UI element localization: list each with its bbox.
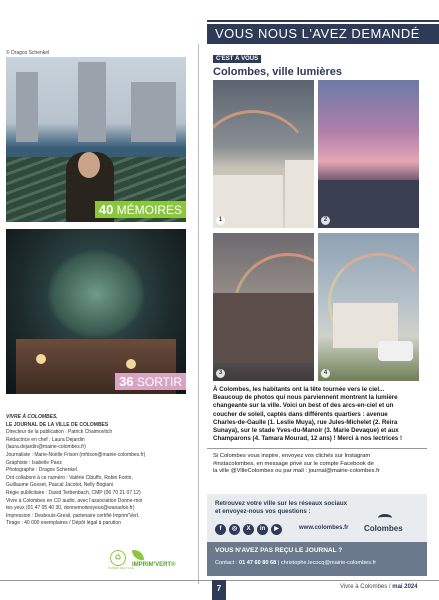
stadium-shape — [213, 293, 314, 363]
colombes-logo: Colombes — [364, 524, 403, 533]
facebook-icon[interactable]: f — [215, 524, 226, 535]
body-line: Charles-de-Gaulle (1. Leslie Muya), rue Jules-Michelet (2. Reira — [213, 418, 398, 426]
instagram-icon[interactable]: ◎ — [229, 524, 240, 535]
stage-light — [36, 354, 46, 364]
photo-number: 3 — [216, 369, 225, 378]
building-shape — [285, 160, 314, 228]
photo-4[interactable] — [318, 233, 419, 381]
colombes-logo-icon — [378, 514, 392, 522]
person-head — [78, 152, 100, 178]
issue-date: mai 2024 — [392, 584, 418, 590]
insta-line: la ville @VilleColombes ou par mail : journal@mairie-colombes.fr — [213, 468, 380, 475]
photo-2[interactable] — [318, 80, 419, 228]
sortir-page-num: 36 — [119, 374, 134, 389]
section-divider — [207, 448, 427, 449]
contact-label: Contact : — [215, 560, 238, 566]
body-line: changeante sur la ville. Voici un best of des arcs-en-ciel et un — [213, 402, 394, 410]
body-line: coucher de soleil, captés dans différents quartiers : avenue — [213, 410, 388, 418]
colophon-line: Régie publicitaire : David Terbenbach, CMP (06 70 21 07 12) — [6, 489, 141, 496]
memoires-label[interactable] — [95, 201, 186, 218]
stage-tree — [46, 249, 146, 339]
photo-number: 4 — [321, 369, 330, 378]
youtube-icon[interactable]: ▶ — [271, 524, 282, 535]
contact-email[interactable]: | christophe.lecocq@mairie-colombes.fr — [277, 560, 377, 566]
x-icon[interactable]: X — [243, 524, 254, 535]
column-divider — [198, 44, 199, 584]
body-line: À Colombes, les habitants ont la tête tournée vers le ciel... — [213, 386, 385, 393]
section-kicker: C'EST À VOUS — [213, 55, 261, 63]
colophon-line: tes yeux (01 47 05 40 30, donnemoitesyeux@wanadoo.fr) — [6, 505, 135, 512]
colophon-line: Journaliste : Marie-Noëlle Frison (mfrison@mairie-colombes.fr) — [6, 451, 146, 458]
photo-1[interactable] — [213, 80, 314, 228]
article-title: Colombes, ville lumières — [213, 66, 342, 78]
colophon-line: Tirage : 40 000 exemplaires / Dépôt légal à parution — [6, 520, 121, 527]
journal-box — [207, 542, 427, 576]
social-icons — [215, 524, 282, 535]
colophon-subtitle: LE JOURNAL DE LA VILLE DE COLOMBES — [6, 421, 109, 428]
section-header — [207, 24, 439, 44]
sortir-text: SORTIR — [136, 375, 182, 389]
insta-line: #instacolombes, en message privé sur le compte Facebook de — [213, 460, 374, 467]
stage-light — [126, 359, 136, 369]
colophon-line: Vivre à Colombes en CD audio, avec l'association Donne-moi — [6, 497, 143, 504]
certification-logos — [110, 550, 190, 574]
photo-number: 1 — [216, 216, 225, 225]
linkedin-icon[interactable]: in — [257, 524, 268, 535]
colophon-title: VIVRE À COLOMBES, — [6, 414, 58, 420]
memoires-photo[interactable] — [6, 57, 186, 222]
colophon-line: Graphiste : Isabelle Paez — [6, 459, 62, 466]
sortir-label[interactable] — [115, 373, 186, 390]
body-line: Champarons (4. Tamara Mourad, 12 ans) ! Merci à nos lectrices ! — [213, 435, 403, 443]
colophon-line: (laura.dejardin@mairie-colombes.fr) — [6, 444, 86, 451]
journal-contact — [215, 560, 376, 566]
colophon — [6, 414, 186, 528]
building-shape — [131, 82, 176, 142]
instagram-callout — [213, 453, 423, 476]
header-rule — [207, 20, 439, 22]
website-link[interactable]: www.colombes.fr — [299, 525, 349, 531]
colophon-line: Rédactrice en chef : Laura Dejardin — [6, 436, 85, 443]
memoires-page-num: 40 — [98, 202, 114, 217]
publication-name: Vivre à Colombes / — [340, 584, 391, 590]
social-title-line: Retrouvez votre ville sur les réseaux sociaux — [215, 500, 348, 507]
journal-title: VOUS N'AVEZ PAS REÇU LE JOURNAL ? — [215, 547, 343, 554]
street-shape — [318, 180, 419, 228]
social-title-line: et envoyez-nous vos questions : — [215, 508, 311, 515]
colophon-line: Directeur de la publication : Patrick Chaimovitch — [6, 429, 113, 436]
recycle-label: PAPIER RECYCLÉ — [108, 566, 134, 570]
colophon-line: Photographe : Dragos Schenkel — [6, 467, 77, 474]
social-title — [215, 500, 347, 516]
insta-line: Si Colombes vous inspire, envoyez vos clichés sur Instagram — [213, 453, 371, 459]
colophon-line: Guillaume Gosset, Pascal Jacotot, Nelly Bogiani — [6, 482, 113, 489]
photo-number: 2 — [321, 216, 330, 225]
section-title: VOUS NOUS L'AVEZ DEMANDÉ — [215, 26, 420, 41]
contact-phone[interactable]: 01 47 60 80 68 — [238, 560, 277, 566]
body-line: Sunaya), sur le stade Yves-du-Manoir (3. Marie Devaque) et aux — [213, 427, 399, 435]
social-box — [207, 494, 427, 542]
leaf-icon — [132, 550, 144, 560]
memoires-text: MÉMOIRES — [116, 203, 182, 217]
recycle-icon: ♻ — [110, 550, 126, 566]
page-number: 7 — [212, 580, 226, 600]
colophon-line: Ont collaboré à ce numéro : Valérie Cibuffo, Robin Fortin, — [6, 474, 133, 481]
body-line: Beaucoup de photos qui nous parviennent montrent la lumière — [213, 394, 398, 402]
photo-3[interactable] — [213, 233, 314, 381]
sortir-photo[interactable] — [6, 229, 186, 394]
colophon-line: Impression : Desbouis-Gresil, partenaire certifié Imprim'Vert. — [6, 512, 140, 519]
footer-publication — [340, 584, 418, 590]
imprimvert-logo: IMPRIM'VERT® — [132, 562, 176, 568]
building-shape — [16, 72, 38, 142]
van-shape — [378, 341, 413, 361]
photo-credit: © Dragos Schenkel — [6, 50, 50, 56]
building-shape — [78, 62, 106, 142]
article-body — [213, 386, 420, 443]
